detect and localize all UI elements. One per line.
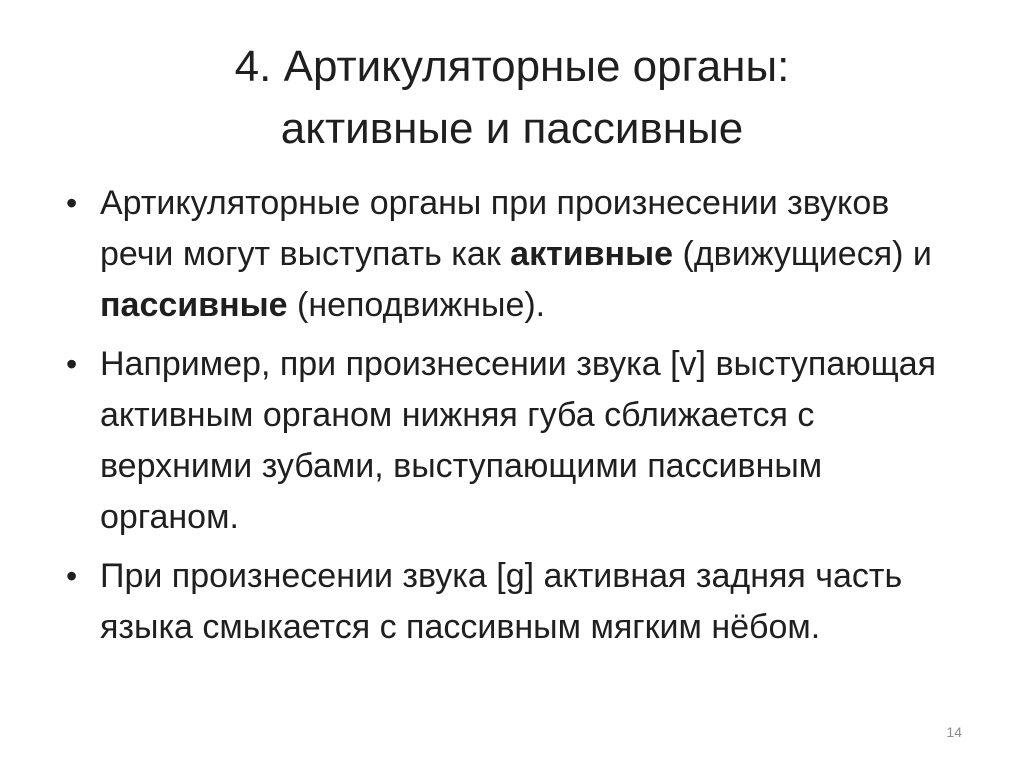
bullet-list	[62, 178, 962, 661]
bullet-1-text-part-1: Артикуляторные органы при произнесении звуков речи могут выступать как	[100, 184, 890, 273]
bullet-marker: •	[66, 346, 78, 382]
bullet-2-text: Например, при произнесении звука [v] выступающая активным органом нижняя губа сближается с верхними зубами, выступающими пассивным органом.	[100, 345, 937, 536]
bullet-1-text-part-2: (движущиеся) и	[673, 235, 932, 273]
bullet-1-text-part-3: (неподвижные).	[287, 286, 546, 324]
bullet-item-3	[62, 551, 962, 653]
bullet-item-2	[62, 339, 962, 543]
title-line-2: активные и пассивные	[280, 104, 744, 153]
bullet-item-1	[62, 178, 962, 331]
title-line-1: 4. Артикуляторные органы:	[234, 42, 790, 91]
bullet-marker: •	[66, 185, 78, 221]
page-number: 14	[946, 724, 962, 740]
bullet-marker: •	[66, 558, 78, 594]
bullet-3-text: При произнесении звука [g] активная задняя часть языка смыкается с пассивным мягким нёбом.	[100, 557, 903, 646]
bullet-1-bold-active: активные	[510, 235, 674, 273]
slide-title	[60, 36, 964, 160]
bullet-1-bold-passive: пассивные	[100, 286, 288, 324]
